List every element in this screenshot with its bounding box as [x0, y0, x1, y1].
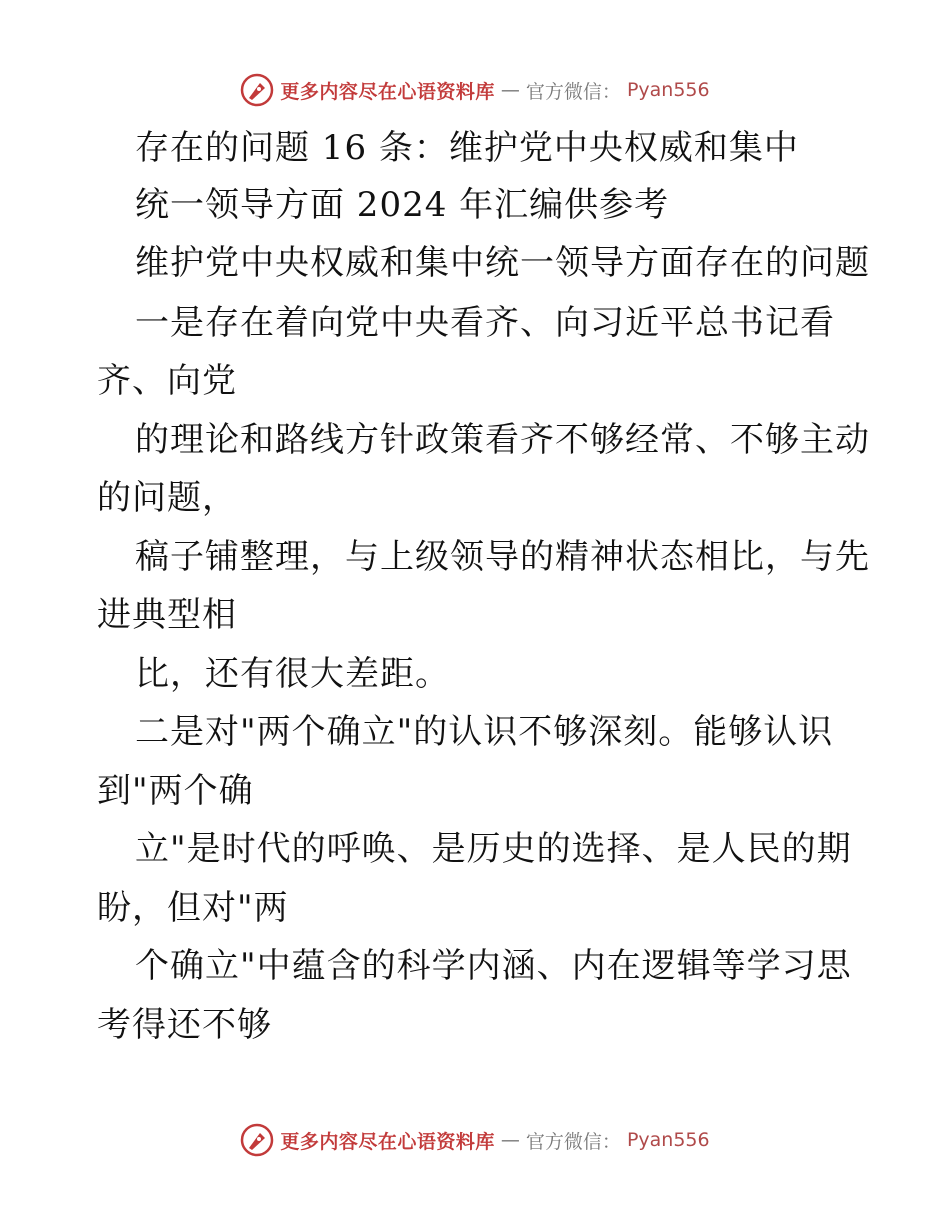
watermark-wechat-id: Pyan556 — [626, 79, 710, 101]
watermark-separator: — — [500, 1129, 520, 1151]
body-line: 立"是时代的呼唤、是历史的选择、是人民的期 — [135, 829, 852, 869]
watermark-wechat-id: Pyan556 — [626, 1129, 710, 1151]
body-line: 维护党中央权威和集中统一领导方面存在的问题 — [135, 243, 870, 283]
document-title-line-1: 存在的问题 16 条：维护党中央权威和集中 — [135, 128, 799, 168]
watermark-site-text: 更多内容尽在心语资料库 — [280, 80, 495, 103]
body-line: 个确立"中蕴含的科学内涵、内在逻辑等学习思 — [135, 946, 852, 986]
body-line: 盼，但对"两 — [97, 888, 289, 928]
body-line: 的问题， — [97, 478, 237, 518]
watermark-wechat-label: 官方微信： — [525, 1130, 621, 1153]
watermark-separator: — — [500, 79, 520, 101]
header-watermark — [0, 70, 950, 110]
body-line: 到"两个确 — [97, 771, 254, 811]
body-line: 二是对"两个确立"的认识不够深刻。能够认识 — [135, 712, 834, 752]
body-line: 考得还不够 — [97, 1005, 272, 1045]
body-line: 稿子铺整理，与上级领导的精神状态相比，与先 — [135, 537, 870, 577]
watermark-site-text: 更多内容尽在心语资料库 — [280, 1130, 495, 1153]
body-line: 一是存在着向党中央看齐、向习近平总书记看 — [135, 303, 835, 343]
body-line: 比，还有很大差距。 — [135, 654, 450, 694]
footer-watermark — [0, 1120, 950, 1160]
body-line: 进典型相 — [97, 595, 237, 635]
watermark-wechat-label: 官方微信： — [525, 80, 621, 103]
body-line: 齐、向党 — [97, 361, 237, 401]
pen-nib-logo-icon — [240, 1123, 274, 1157]
document-title-line-2: 统一领导方面 2024 年汇编供参考 — [135, 185, 670, 225]
body-line: 的理论和路线方针政策看齐不够经常、不够主动 — [135, 420, 870, 460]
pen-nib-logo-icon — [240, 73, 274, 107]
